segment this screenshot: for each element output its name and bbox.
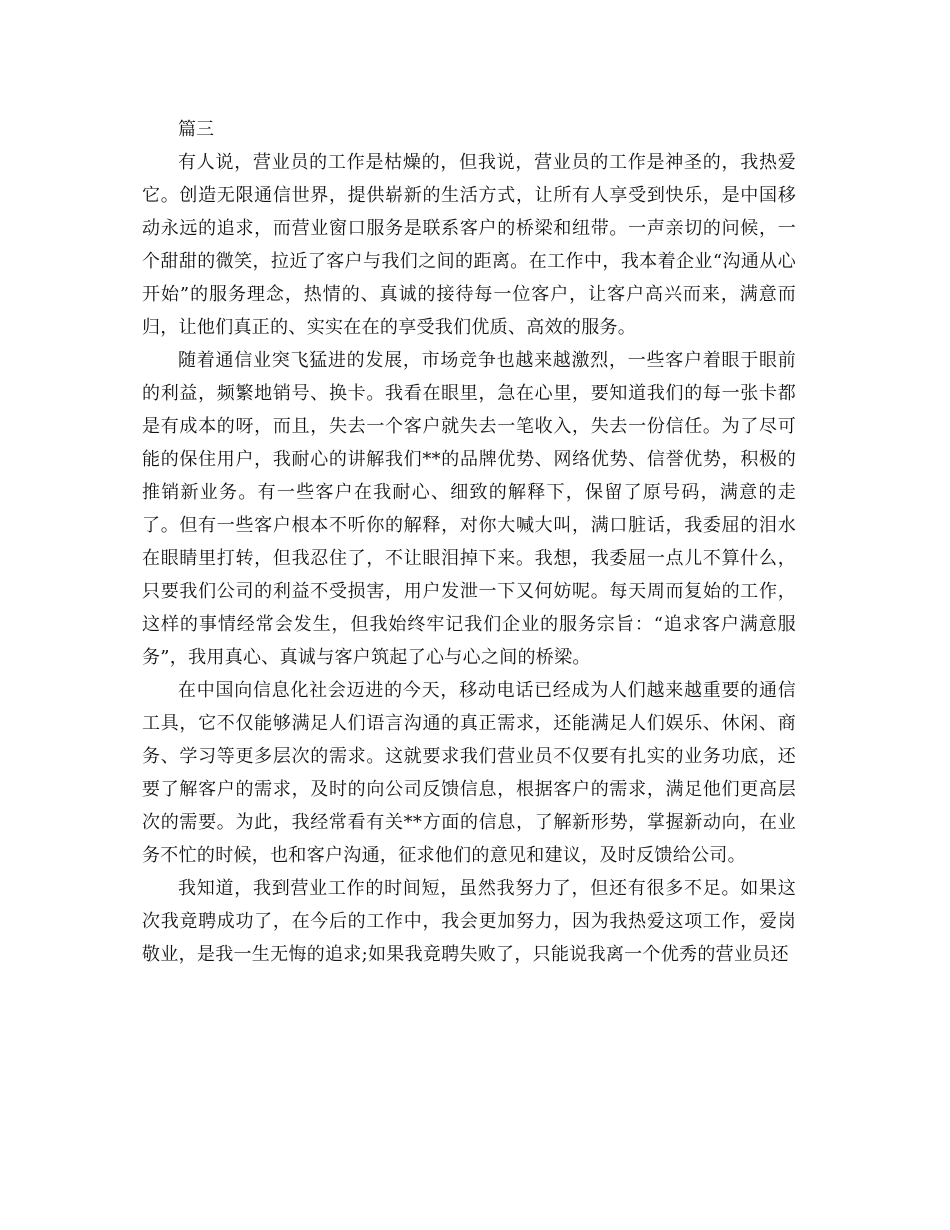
paragraph-4: 我知道，我到营业工作的时间短，虽然我努力了，但还有很多不足。如果这次我竟聘成功了，在今后的工作中，我会更加努力，因为我热爱这项工作，爱岗敬业，是我一生无悔的追求;如果我竟聘失败了，只能说我离一个优秀的营业员还 [142,878,796,965]
document-body [142,113,796,971]
section-title: 篇三 [178,119,214,140]
paragraph-3: 在中国向信息化社会迈进的今天，移动电话已经成为人们越来越重要的通信工具，它不仅能够满足人们语言沟通的真正需求，还能满足人们娱乐、休闲、商务、学习等更多层次的需求。这就要求我们营业员不仅要有扎实的业务功底，还要了解客户的需求，及时的向公司反馈信息，根据客户的需求，满足他们更高层次的需要。为此，我经常看有关**方面的信息，了解新形势，掌握新动向，在业务不忙的时候，也和客户沟通，征求他们的意见和建议，及时反馈给公司。 [142,680,796,866]
paragraph-2: 随着通信业突飞猛进的发展，市场竞争也越来越激烈，一些客户着眼于眼前的利益，频繁地销号、换卡。我看在眼里，急在心里，要知道我们的每一张卡都是有成本的呀，而且，失去一个客户就失去一笔收入，失去一份信任。为了尽可能的保住用户，我耐心的讲解我们**的品牌优势、网络优势、信誉优势，积极的推销新业务。有一些客户在我耐心、细致的解释下，保留了原号码，满意的走了。但有一些客户根本不听你的解释，对你大喊大叫，满口脏话，我委屈的泪水在眼睛里打转，但我忍住了，不让眼泪掉下来。我想，我委屈一点儿不算什么，只要我们公司的利益不受损害，用户发泄一下又何妨呢。每天周而复始的工作，这样的事情经常会发生，但我始终牢记我们企业的服务宗旨：“追求客户满意服务”，我用真心、真诚与客户筑起了心与心之间的桥梁。 [142,350,796,668]
paragraph-1: 有人说，营业员的工作是枯燥的，但我说，营业员的工作是神圣的，我热爱它。创造无限通信世界，提供崭新的生活方式，让所有人享受到快乐，是中国移动永远的追求，而营业窗口服务是联系客户的桥梁和纽带。一声亲切的问候，一个甜甜的微笑，拉近了客户与我们之间的距离。在工作中，我本着企业“沟通从心开始”的服务理念，热情的、真诚的接待每一位客户，让客户高兴而来，满意而归，让他们真正的、实实在在的享受我们优质、高效的服务。 [142,152,796,338]
